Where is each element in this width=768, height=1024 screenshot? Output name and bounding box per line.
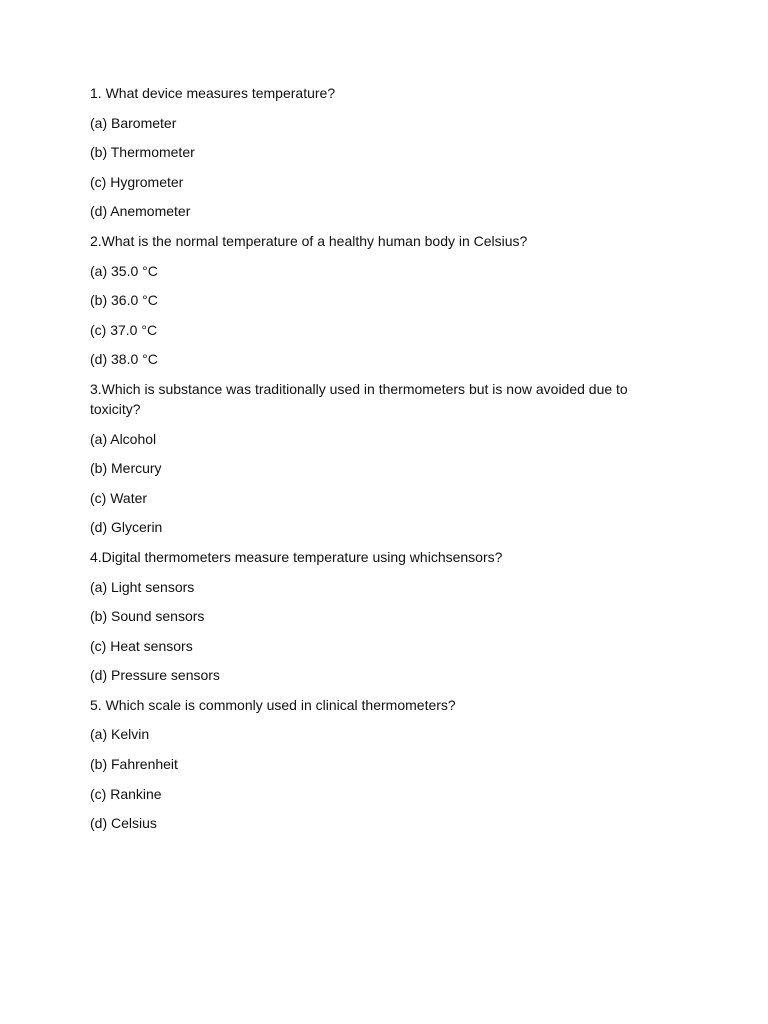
question-3: 3.Which is substance was traditionally used in thermometers but is now avoided due to toxicity? [90,380,628,417]
question-5-option-b: (b) Fahrenheit [90,756,178,773]
question-4-option-a: (a) Light sensors [90,578,195,595]
question-4-option-c: (c) Heat sensors [90,637,193,654]
question-2-option-d: (d) 38.0 °C [90,351,158,368]
question-4-option-b: (b) Sound sensors [90,608,205,625]
question-3-option-c: (c) Water [90,489,148,506]
question-2-option-c: (c) 37.0 °C [90,321,158,338]
question-5-option-d: (d) Celsius [90,815,157,832]
question-5-option-a: (a) Kelvin [90,726,150,743]
question-4-option-d: (d) Pressure sensors [90,667,220,684]
question-1: 1. What device measures temperature? [90,85,336,101]
question-1-option-d: (d) Anemometer [90,203,191,220]
question-4: 4.Digital thermometers measure temperature using whichsensors? [90,548,503,565]
question-2-option-a: (a) 35.0 °C [90,262,158,279]
question-2-option-b: (b) 36.0 °C [90,292,158,309]
question-5-option-c: (c) Rankine [90,785,162,802]
question-1-option-b: (b) Thermometer [90,144,195,161]
question-3-option-a: (a) Alcohol [90,430,157,447]
quiz-document [90,83,670,843]
question-1-option-c: (c) Hygrometer [90,173,184,190]
question-3-option-d: (d) Glycerin [90,519,163,536]
question-2: 2.What is the normal temperature of a healthy human body in Celsius? [90,232,528,249]
question-5: 5. Which scale is commonly used in clinical thermometers? [90,696,456,713]
question-1-option-a: (a) Barometer [90,114,177,131]
question-3-option-b: (b) Mercury [90,460,162,477]
